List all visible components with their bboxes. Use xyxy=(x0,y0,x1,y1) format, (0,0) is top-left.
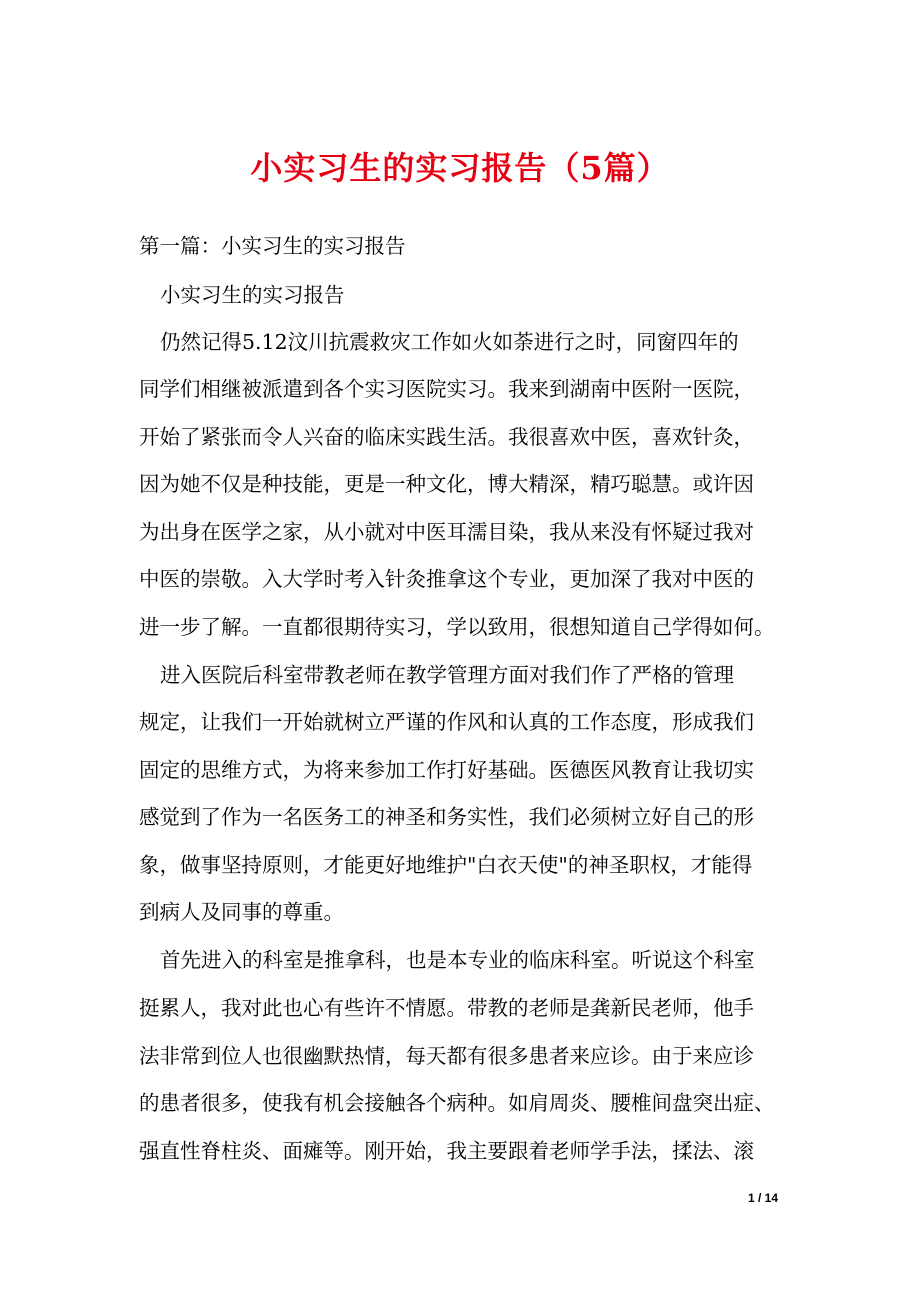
paragraph-line: 固定的思维方式，为将来参加工作打好基础。医德医风教育让我切实 xyxy=(139,758,754,782)
paragraph-line: 到病人及同事的尊重。 xyxy=(139,900,344,924)
paragraph-line: 感觉到了作为一名医务工的神圣和务实性，我们必须树立好自己的形 xyxy=(139,805,754,829)
paragraph-line: 开始了紧张而令人兴奋的临床实践生活。我很喜欢中医，喜欢针灸， xyxy=(139,425,754,449)
paragraph-line: 强直性脊柱炎、面瘫等。刚开始，我主要跟着老师学手法，揉法、滚 xyxy=(139,1139,754,1163)
paragraph-line: 法非常到位人也很幽默热情，每天都有很多患者来应诊。由于来应诊 xyxy=(139,1044,754,1068)
paragraph-line: 进一步了解。一直都很期待实习，学以致用，很想知道自己学得如何。 xyxy=(139,615,775,639)
paragraph-line: 规定，让我们一开始就树立严谨的作风和认真的工作态度，形成我们 xyxy=(139,710,754,734)
paragraph-line: 因为她不仅是种技能，更是一种文化，博大精深，精巧聪慧。或许因 xyxy=(139,472,754,496)
paragraph-line: 仍然记得5.12汶川抗震救灾工作如火如荼进行之时，同窗四年的 xyxy=(160,330,739,354)
paragraph-line: 同学们相继被派遣到各个实习医院实习。我来到湖南中医附一医院， xyxy=(139,377,754,401)
article-subtitle: 小实习生的实习报告 xyxy=(160,283,345,307)
paragraph-line: 挺累人，我对此也心有些许不情愿。带教的老师是龚新民老师，他手 xyxy=(139,996,754,1020)
paragraph-line: 进入医院后科室带教老师在教学管理方面对我们作了严格的管理 xyxy=(160,663,734,687)
page-number: 1 / 14 xyxy=(748,1191,779,1205)
paragraph-line: 首先进入的科室是推拿科，也是本专业的临床科室。听说这个科室 xyxy=(160,948,755,972)
section-heading: 第一篇：小实习生的实习报告 xyxy=(139,234,406,258)
document-title: 小实习生的实习报告（5篇） xyxy=(250,149,670,187)
paragraph-line: 中医的崇敬。入大学时考入针灸推拿这个专业，更加深了我对中医的 xyxy=(139,567,754,591)
paragraph-line: 的患者很多，使我有机会接触各个病种。如肩周炎、腰椎间盘突出症、 xyxy=(139,1091,775,1115)
paragraph-line: 为出身在医学之家，从小就对中医耳濡目染，我从来没有怀疑过我对 xyxy=(139,520,754,544)
paragraph-line: 象，做事坚持原则，才能更好地维护"白衣天使"的神圣职权，才能得 xyxy=(139,853,753,877)
